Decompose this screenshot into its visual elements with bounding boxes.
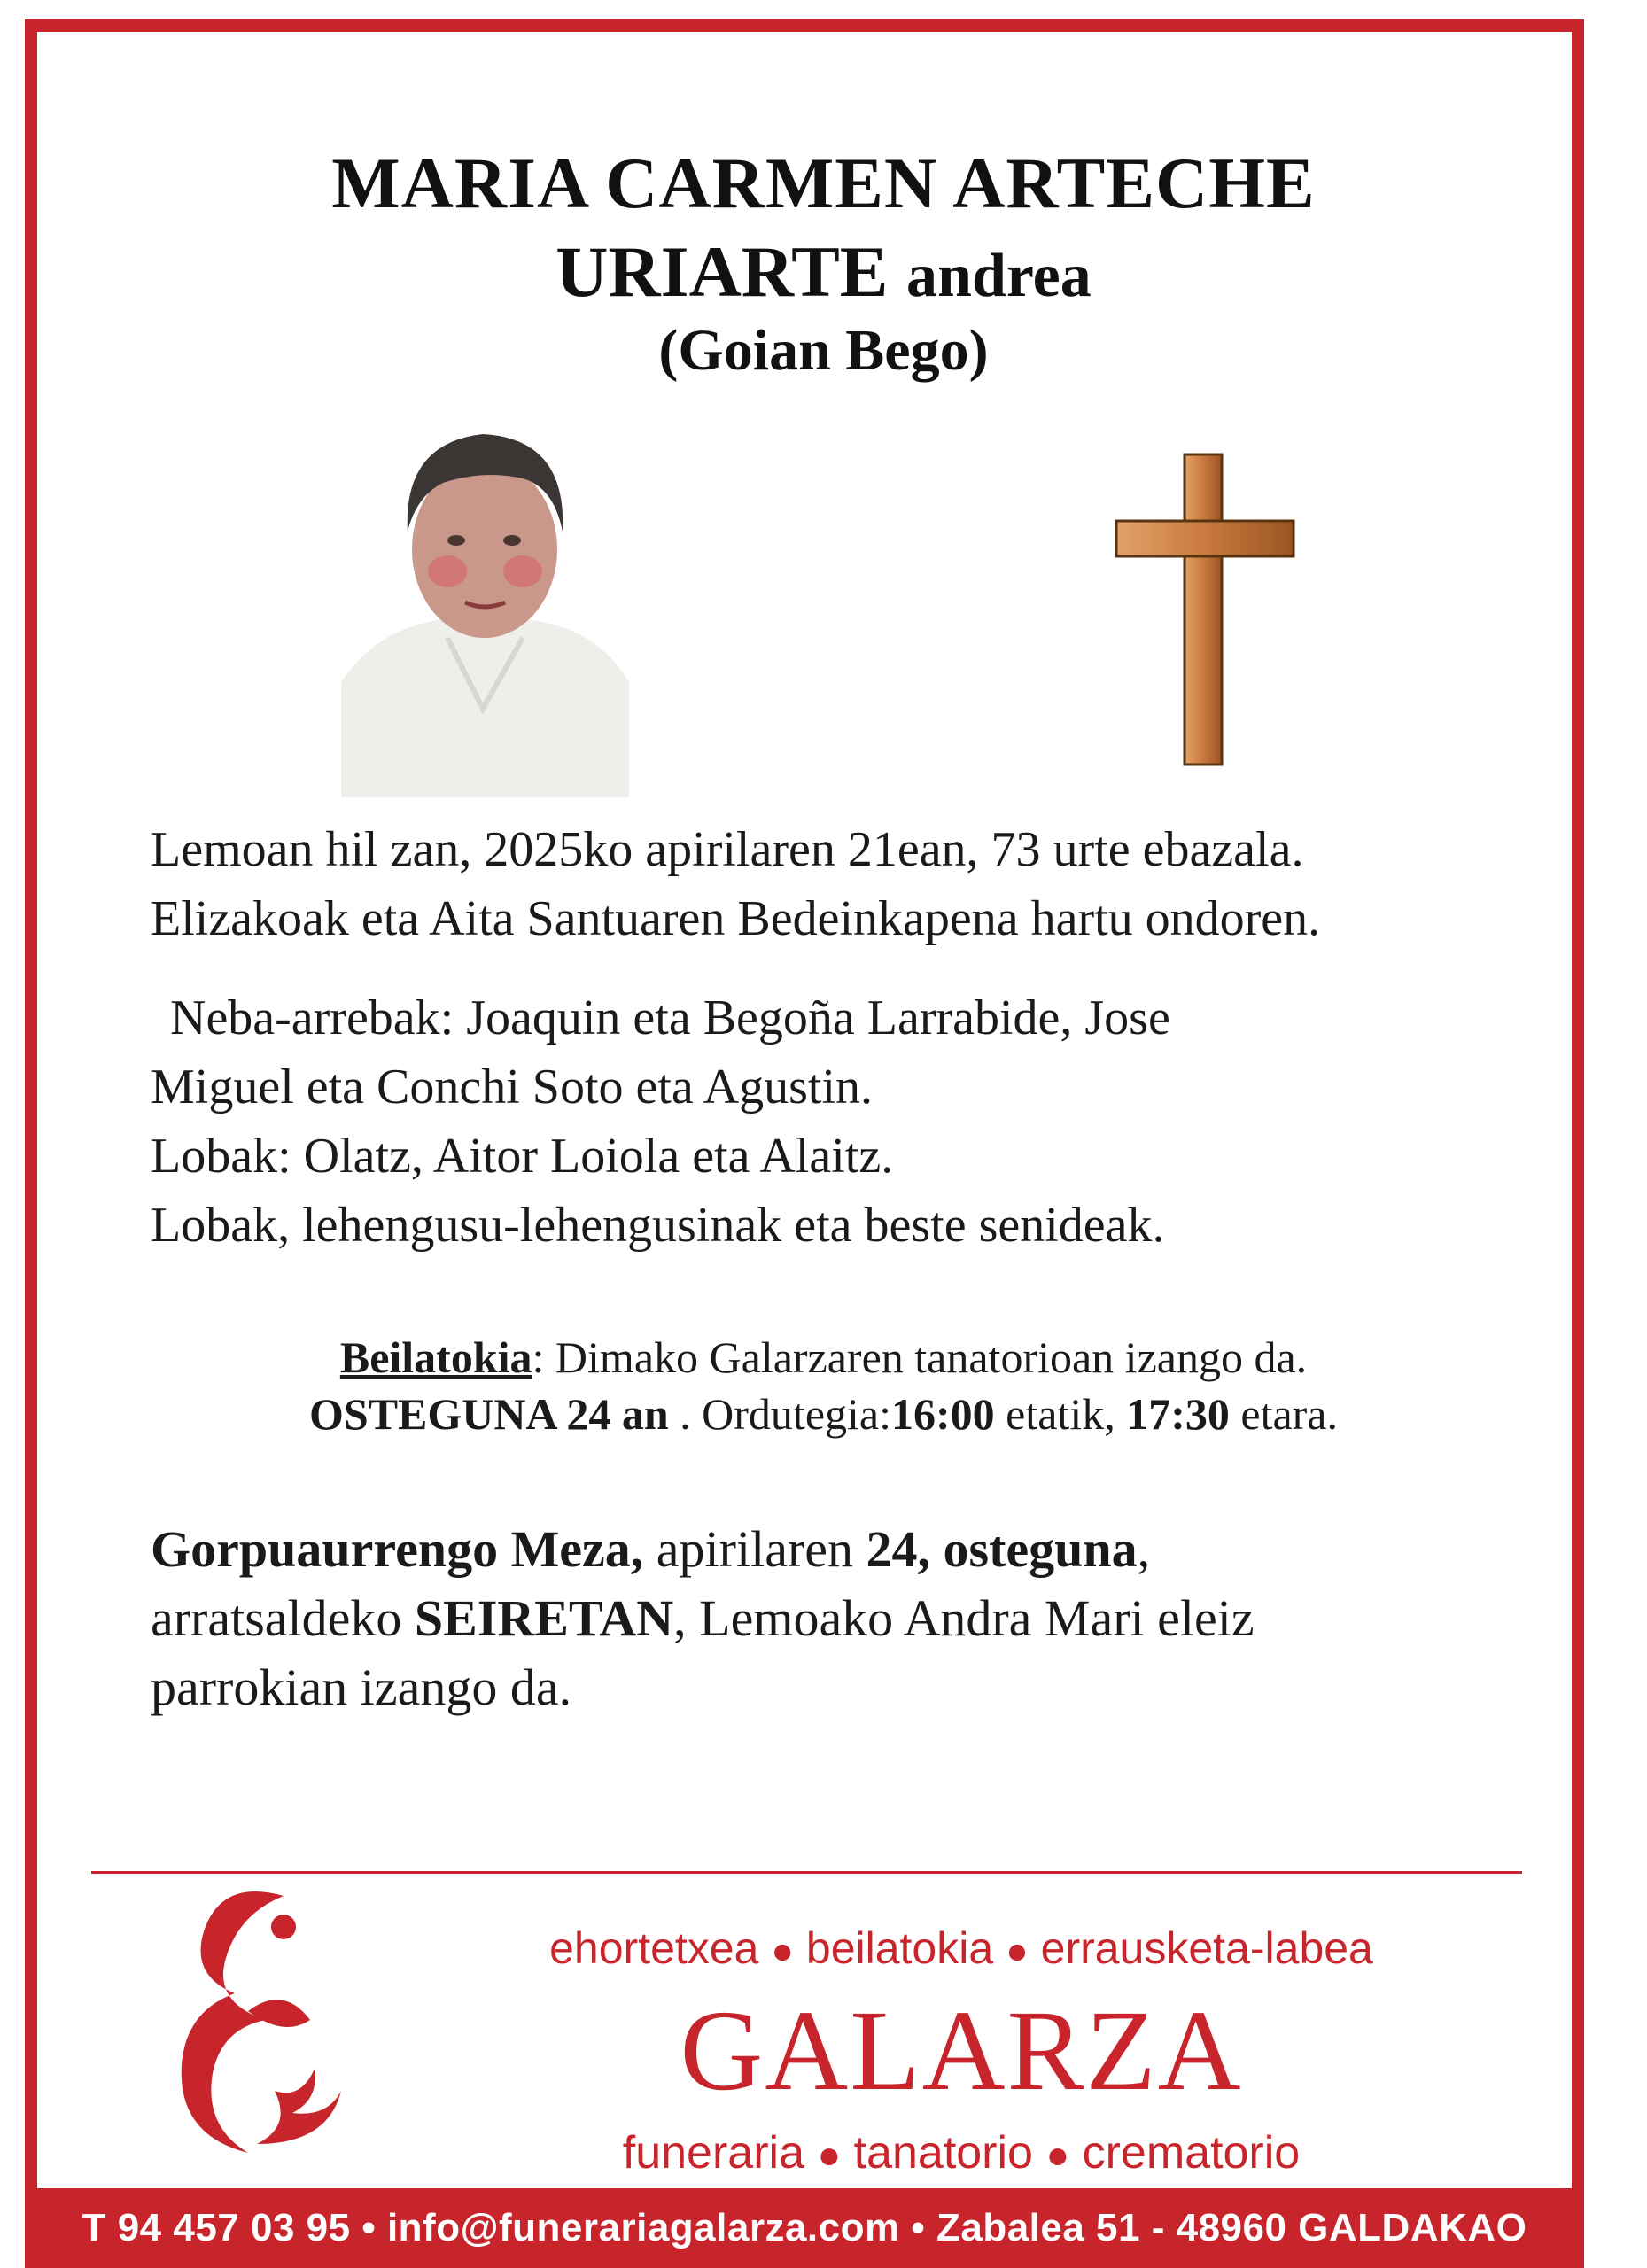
- wake-line-2: [0, 1386, 1647, 1442]
- service-eu-2: beilatokia: [805, 1923, 994, 1973]
- rest-in-peace: (Goian Bego): [658, 318, 989, 383]
- mass-date: 24, osteguna: [866, 1520, 1138, 1578]
- mass-text-4: , Lemoako Andra Mari eleiz: [673, 1589, 1255, 1647]
- wake-schedule-label: . Ordutegia:: [668, 1389, 891, 1439]
- family-line-2: Miguel eta Conchi Soto eta Agustin.: [151, 1060, 874, 1115]
- mass-time: SEIRETAN: [414, 1589, 674, 1647]
- service-es-1: funeraria: [622, 2127, 804, 2179]
- bullet-icon: ●: [771, 1930, 794, 1972]
- divider-line: [91, 1871, 1522, 1874]
- deceased-surname: URIARTE: [555, 231, 889, 312]
- mass-line-2: [151, 1584, 1497, 1653]
- wake-from-time: 16:00: [891, 1389, 995, 1439]
- wake-to-time: 17:30: [1126, 1389, 1230, 1439]
- contact-info: T 94 457 03 95 • info@funerariagalarza.com • Zabalea 51 - 48960 GALDAKAO: [82, 2206, 1527, 2249]
- wake-from-word: etatik,: [994, 1389, 1127, 1439]
- wake-label: Beilatokia: [339, 1332, 532, 1382]
- death-line-2: Elizakoak eta Aita Santuaren Bedeinkapena hartu ondoren.: [151, 891, 1321, 946]
- services-basque: [354, 1922, 1568, 1974]
- family-list: [151, 983, 1497, 1260]
- wake-day: OSTEGUNA 24 an: [309, 1389, 669, 1439]
- mass-line-1: [151, 1515, 1497, 1584]
- cross-icon: [1112, 450, 1298, 769]
- service-eu-3: errausketa-labea: [1040, 1923, 1373, 1973]
- bullet-icon: ●: [817, 2133, 842, 2177]
- family-line-1: Neba-arrebak: Joaquin eta Begoña Larrabide, Jose: [170, 990, 1170, 1045]
- service-eu-1: ehortetxea: [549, 1923, 759, 1973]
- mass-text-1: apirilaren: [643, 1520, 866, 1578]
- funeral-home-name: GALARZA: [680, 1987, 1243, 2115]
- death-line-1: Lemoan hil zan, 2025ko apirilaren 21ean, 73 urte ebazala.: [151, 822, 1304, 877]
- galarza-logo-icon: [151, 1878, 354, 2171]
- wake-info: [0, 1329, 1647, 1442]
- family-line-3: Lobak: Olatz, Aitor Loiola eta Alaitz.: [151, 1129, 894, 1184]
- family-line-4: Lobak, lehengusu-lehengusinak eta beste senideak.: [151, 1198, 1165, 1253]
- portrait-photo: [341, 416, 629, 797]
- deceased-name-line1: MARIA CARMEN ARTECHE: [331, 143, 1316, 223]
- bullet-icon: ●: [1045, 2133, 1070, 2177]
- bullet-icon: ●: [1006, 1930, 1029, 1972]
- wake-text: : Dimako Galarzaren tanatorioan izango da.: [532, 1332, 1308, 1382]
- mass-text-2: ,: [1137, 1520, 1151, 1578]
- mass-title: Gorpuaurrengo Meza,: [151, 1520, 644, 1578]
- mass-text-3: arratsaldeko: [151, 1589, 415, 1647]
- wake-line-1: [0, 1329, 1647, 1386]
- mass-info: [151, 1515, 1497, 1722]
- services-spanish: [354, 2126, 1568, 2179]
- contact-footer: [25, 2188, 1584, 2268]
- mass-line-3: parrokian izango da.: [151, 1658, 572, 1716]
- deceased-suffix: andrea: [906, 242, 1092, 310]
- service-es-2: tanatorio: [853, 2127, 1033, 2179]
- wake-to-word: etara.: [1229, 1389, 1338, 1439]
- death-notice: [151, 815, 1497, 953]
- service-es-3: crematorio: [1082, 2127, 1301, 2179]
- deceased-name-line2: [0, 230, 1647, 314]
